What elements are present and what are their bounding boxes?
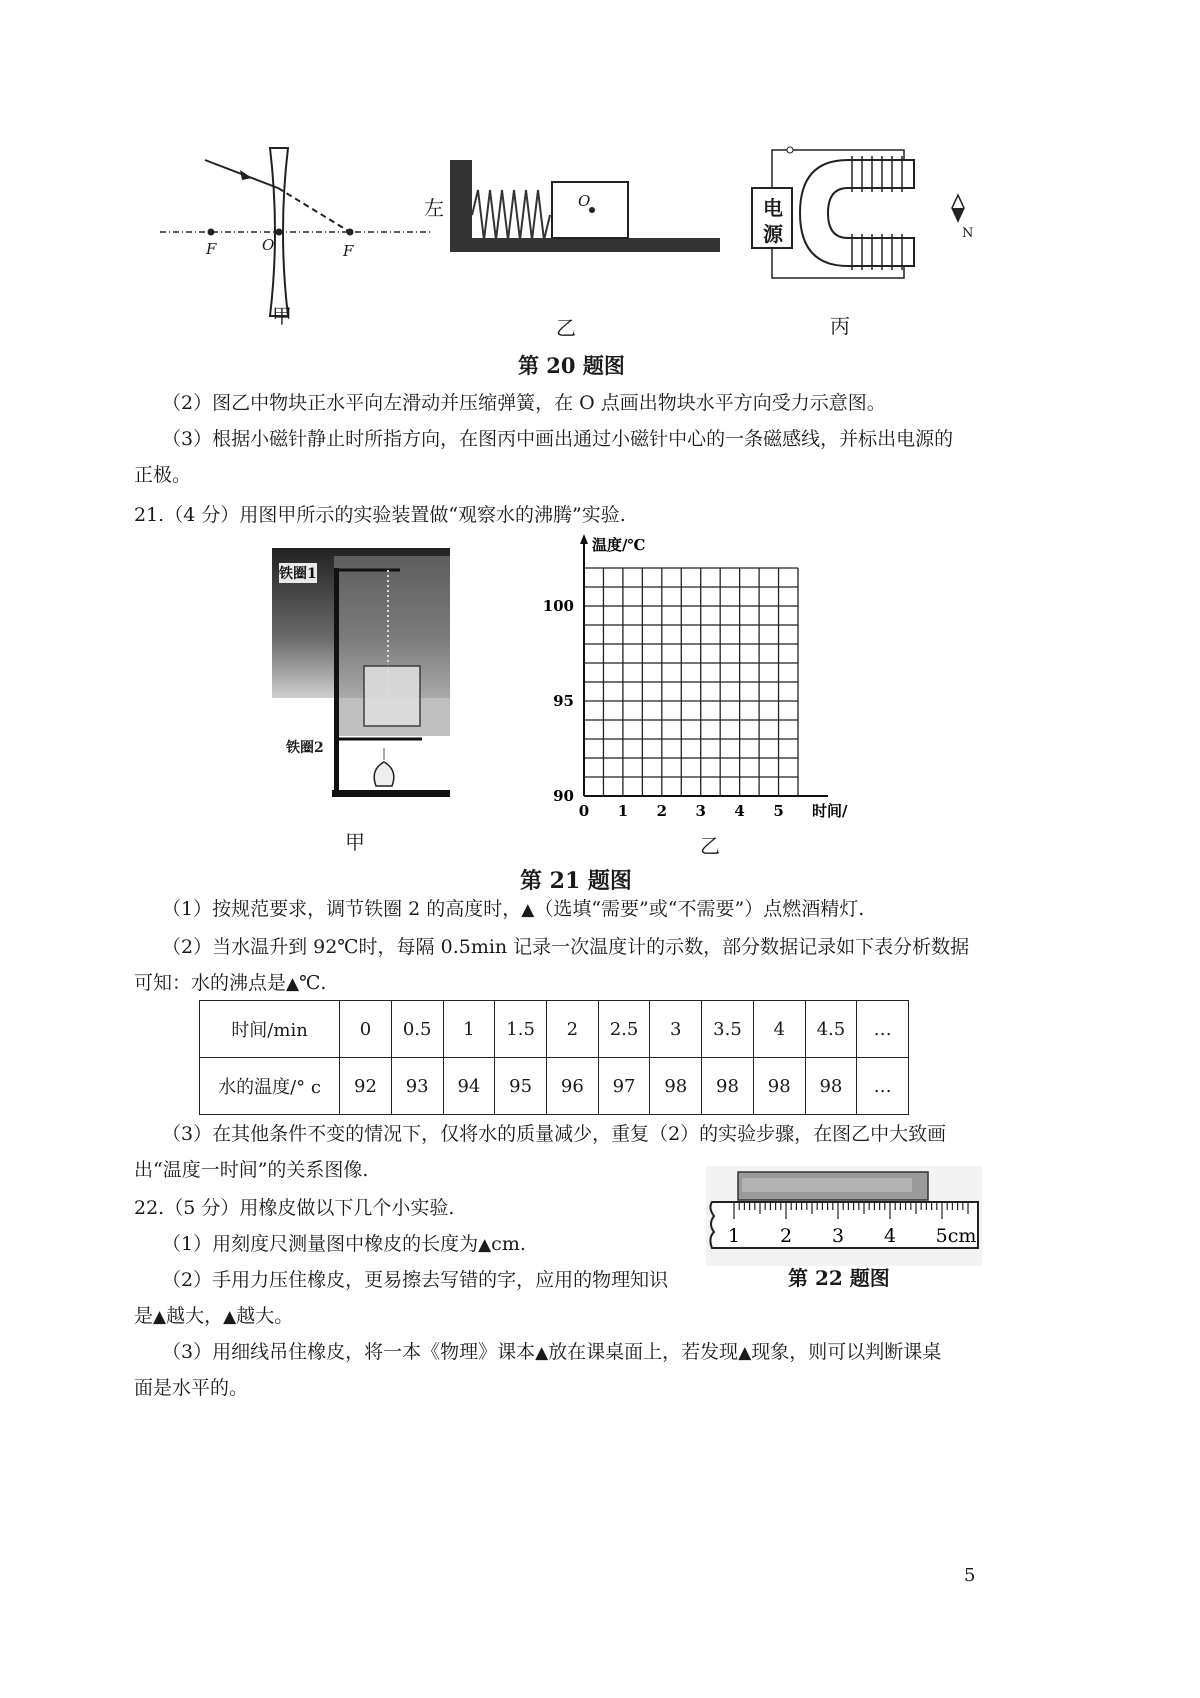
q22-part1-prefix: （1）用刻度尺测量图中橡皮的长度为	[162, 1233, 479, 1255]
fig21-jia-label: 甲	[345, 830, 365, 854]
q22-part2-blank-2[interactable]: ▲	[223, 1307, 237, 1327]
ruler-tick-label: 1	[727, 1225, 741, 1247]
fig21-yi-label: 乙	[700, 834, 720, 858]
fig21-jia-ring2: 铁圈2	[286, 740, 324, 756]
q21-part1-prefix: （1）按规范要求，调节铁圈 2 的高度时，	[162, 898, 522, 920]
q22-part3-line1	[162, 1340, 941, 1365]
q22-part2-prefix: 是	[134, 1305, 154, 1327]
table-cell-time: 0.5	[391, 1001, 443, 1058]
q22-part3-blank-2[interactable]: ▲	[738, 1343, 752, 1363]
ruler-tick-label: 5cm	[935, 1225, 977, 1247]
table-cell-time-header: 时间/min	[200, 1001, 340, 1058]
q21-part2-line2	[134, 971, 326, 996]
table-cell-temp: 97	[598, 1058, 650, 1115]
q20-part2: （2）图乙中物块正水平向左滑动并压缩弹簧，在 O 点画出物块水平方向受力示意图。	[162, 392, 886, 414]
fig20-bing-power-text-1: 电	[763, 196, 783, 220]
chart-x-tick: 0	[578, 802, 590, 820]
table-cell-temp: 98	[650, 1058, 702, 1115]
q21-part3-line2: 出“温度一时间”的关系图像.	[134, 1159, 369, 1181]
q21-part3-line1: （3）在其他条件不变的情况下，仅将水的质量减少，重复（2）的实验步骤，在图乙中大致画	[162, 1123, 947, 1145]
q22-part2-line2	[134, 1304, 293, 1329]
q22-part3-blank-1[interactable]: ▲	[535, 1343, 549, 1363]
table-cell-time: 3.5	[702, 1001, 754, 1058]
fig21-yi-chart	[540, 530, 860, 820]
chart-x-tick: 1	[617, 802, 629, 820]
fig22-ruler-eraser	[706, 1166, 982, 1266]
ruler-tick-label: 3	[831, 1225, 845, 1247]
fig20-yi-spring-block	[450, 160, 720, 260]
fig20-bing-north-label: N	[962, 226, 974, 241]
fig22-caption: 第 22 题图	[788, 1266, 890, 1290]
chart-x-tick: 3	[695, 802, 706, 820]
q20-part3-line2: 正极。	[134, 464, 192, 486]
fig20-jia-lens-diagram	[160, 140, 430, 320]
q21-part1	[162, 897, 864, 922]
chart-y-axis-arrow	[580, 534, 588, 544]
fig20-bing-label: 丙	[830, 314, 850, 338]
table-row-temperature	[200, 1058, 909, 1115]
table-cell-temp: 94	[443, 1058, 495, 1115]
fig20-jia-F-right: F	[343, 242, 354, 260]
chart-x-tick: 5	[773, 802, 784, 820]
table-cell-temp: 98	[753, 1058, 805, 1115]
chart-x-label: 时间/	[812, 802, 848, 820]
table-cell-time: 1.5	[495, 1001, 547, 1058]
table-cell-time: 4.5	[805, 1001, 857, 1058]
table-cell-time: 3	[650, 1001, 702, 1058]
fig21-jia-apparatus	[272, 548, 450, 806]
q22-part3-line2: 面是水平的。	[134, 1377, 249, 1399]
q22-part1	[162, 1232, 526, 1257]
table-cell-temp: 93	[391, 1058, 443, 1115]
q21-part2-blank[interactable]: ▲	[286, 974, 300, 994]
q22-part3-prefix: （3）用细线吊住橡皮，将一本《物理》课本	[162, 1341, 536, 1363]
q22-part2-blank-1[interactable]: ▲	[153, 1307, 167, 1327]
chart-gridlines	[584, 568, 798, 796]
table-row-time	[200, 1001, 909, 1058]
q21-part1-blank[interactable]: ▲	[521, 900, 535, 920]
q21-part1-suffix: （选填“需要”或“不需要”）点燃酒精灯.	[534, 898, 865, 920]
chart-x-tick: 4	[734, 802, 745, 820]
q22-part2-line1: （2）手用力压住橡皮，更易擦去写错的字，应用的物理知识	[162, 1269, 669, 1291]
q22-part1-suffix: cm.	[491, 1233, 526, 1255]
ruler-tick-label: 4	[883, 1225, 897, 1247]
q21-part2-prefix: 可知：水的沸点是	[134, 972, 287, 994]
table-cell-temp: 98	[805, 1058, 857, 1115]
q22-part1-blank[interactable]: ▲	[478, 1235, 492, 1255]
table-cell-time: 2	[546, 1001, 598, 1058]
table-cell-temp: 95	[495, 1058, 547, 1115]
table-cell-temp: 96	[546, 1058, 598, 1115]
q20-part3-line1: （3）根据小磁针静止时所指方向，在图丙中画出通过小磁针中心的一条磁感线，并标出电源的	[162, 428, 954, 450]
table-cell-temp-header: 水的温度/° c	[200, 1058, 340, 1115]
q21-stem: 21.（4 分）用图甲所示的实验装置做“观察水的沸腾”实验.	[134, 504, 626, 526]
q22-part3-suffix: 现象，则可以判断课桌	[751, 1341, 942, 1363]
table-cell-time: 4	[753, 1001, 805, 1058]
fig20-yi-point-O: O	[578, 192, 591, 210]
table-cell-time: 1	[443, 1001, 495, 1058]
table-cell-temp: 98	[702, 1058, 754, 1115]
chart-y-tick: 100	[542, 597, 574, 615]
chart-y-tick: 95	[553, 692, 574, 710]
chart-x-tick: 2	[656, 802, 668, 820]
q22-part2-mid: 越大，	[166, 1305, 224, 1327]
table-cell-temp: …	[857, 1058, 909, 1115]
fig21-jia-ring1: 铁圈1	[279, 563, 317, 583]
fig20-yi-label: 乙	[556, 316, 576, 340]
fig21-caption: 第 21 题图	[520, 868, 632, 894]
q22-stem: 22.（5 分）用橡皮做以下几个小实验.	[134, 1197, 455, 1219]
ruler-tick-label: 2	[779, 1225, 793, 1247]
q21-part2-line1: （2）当水温升到 92℃时，每隔 0.5min 记录一次温度计的示数，部分数据记录如下表分析数据	[162, 936, 970, 958]
table-cell-time: 2.5	[598, 1001, 650, 1058]
table-cell-time: 0	[340, 1001, 392, 1058]
table-cell-temp: 92	[340, 1058, 392, 1115]
fig20-bing-power-text-2: 源	[763, 222, 783, 246]
fig21-jia-apparatus-drawing	[272, 548, 450, 806]
chart-y-tick: 90	[553, 787, 574, 805]
table-cell-time: …	[857, 1001, 909, 1058]
fig20-jia-O: O	[262, 236, 275, 254]
page-number: 5	[964, 1565, 976, 1586]
fig20-caption: 第 20 题图	[518, 353, 625, 378]
chart-y-label: 温度/℃	[592, 536, 646, 554]
q22-part2-suffix: 越大。	[236, 1305, 294, 1327]
q21-data-table	[199, 1000, 909, 1115]
q22-part3-mid: 放在课桌面上，若发现	[548, 1341, 739, 1363]
fig20-jia-F-left: F	[206, 240, 217, 258]
fig20-yi-side-label: 左	[424, 196, 444, 220]
q21-part2-suffix: ℃.	[299, 972, 327, 994]
fig20-jia-label: 甲	[272, 304, 292, 328]
